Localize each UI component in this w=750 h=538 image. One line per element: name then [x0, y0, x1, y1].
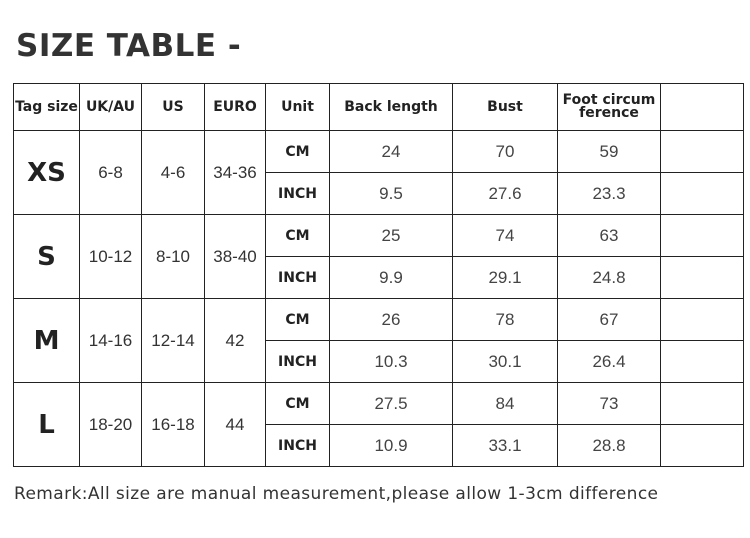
- header-row: [14, 84, 744, 131]
- header-foot-line1: Foot circum: [562, 92, 656, 108]
- header-extra: [661, 84, 744, 131]
- unit-cell: INCH: [266, 173, 330, 215]
- table-row: [14, 383, 744, 425]
- euro-cell: 44: [205, 383, 266, 467]
- header-us: US: [142, 84, 205, 131]
- header-unit: Unit: [266, 84, 330, 131]
- header-bust: Bust: [453, 84, 558, 131]
- unit-cell: CM: [266, 299, 330, 341]
- foot-cell: 24.8: [558, 257, 661, 299]
- table-row: [14, 299, 744, 341]
- tag-size-cell: L: [14, 383, 80, 467]
- unit-cell: INCH: [266, 341, 330, 383]
- foot-cell: 28.8: [558, 425, 661, 467]
- bust-cell: 27.6: [453, 173, 558, 215]
- bust-cell: 78: [453, 299, 558, 341]
- back-length-cell: 25: [330, 215, 453, 257]
- foot-cell: 73: [558, 383, 661, 425]
- header-euro: EURO: [205, 84, 266, 131]
- extra-cell: [661, 131, 744, 173]
- unit-cell: INCH: [266, 257, 330, 299]
- extra-cell: [661, 425, 744, 467]
- header-tag-size: Tag size: [14, 84, 80, 131]
- tag-size-cell: M: [14, 299, 80, 383]
- size-table: [13, 83, 744, 467]
- unit-cell: CM: [266, 131, 330, 173]
- back-length-cell: 26: [330, 299, 453, 341]
- bust-cell: 84: [453, 383, 558, 425]
- back-length-cell: 9.5: [330, 173, 453, 215]
- bust-cell: 74: [453, 215, 558, 257]
- header-uk-au: UK/AU: [80, 84, 142, 131]
- foot-cell: 23.3: [558, 173, 661, 215]
- foot-cell: 26.4: [558, 341, 661, 383]
- tag-size-cell: XS: [14, 131, 80, 215]
- bust-cell: 29.1: [453, 257, 558, 299]
- header-back-length: Back length: [330, 84, 453, 131]
- back-length-cell: 9.9: [330, 257, 453, 299]
- us-cell: 12-14: [142, 299, 205, 383]
- extra-cell: [661, 257, 744, 299]
- extra-cell: [661, 341, 744, 383]
- header-foot-circumference: [558, 84, 661, 131]
- back-length-cell: 10.3: [330, 341, 453, 383]
- back-length-cell: 10.9: [330, 425, 453, 467]
- back-length-cell: 27.5: [330, 383, 453, 425]
- extra-cell: [661, 215, 744, 257]
- table-row: [14, 215, 744, 257]
- table-row: [14, 131, 744, 173]
- us-cell: 16-18: [142, 383, 205, 467]
- foot-cell: 63: [558, 215, 661, 257]
- extra-cell: [661, 299, 744, 341]
- euro-cell: 34-36: [205, 131, 266, 215]
- unit-cell: CM: [266, 215, 330, 257]
- bust-cell: 30.1: [453, 341, 558, 383]
- euro-cell: 42: [205, 299, 266, 383]
- header-foot-line2: ference: [579, 105, 639, 121]
- uk-au-cell: 6-8: [80, 131, 142, 215]
- tag-size-cell: S: [14, 215, 80, 299]
- unit-cell: INCH: [266, 425, 330, 467]
- bust-cell: 33.1: [453, 425, 558, 467]
- euro-cell: 38-40: [205, 215, 266, 299]
- unit-cell: CM: [266, 383, 330, 425]
- foot-cell: 59: [558, 131, 661, 173]
- back-length-cell: 24: [330, 131, 453, 173]
- uk-au-cell: 18-20: [80, 383, 142, 467]
- bust-cell: 70: [453, 131, 558, 173]
- us-cell: 4-6: [142, 131, 205, 215]
- uk-au-cell: 14-16: [80, 299, 142, 383]
- foot-cell: 67: [558, 299, 661, 341]
- extra-cell: [661, 383, 744, 425]
- uk-au-cell: 10-12: [80, 215, 142, 299]
- extra-cell: [661, 173, 744, 215]
- remark-note: Remark:All size are manual measurement,please allow 1-3cm difference: [14, 484, 659, 504]
- page-title: SIZE TABLE -: [16, 28, 242, 64]
- us-cell: 8-10: [142, 215, 205, 299]
